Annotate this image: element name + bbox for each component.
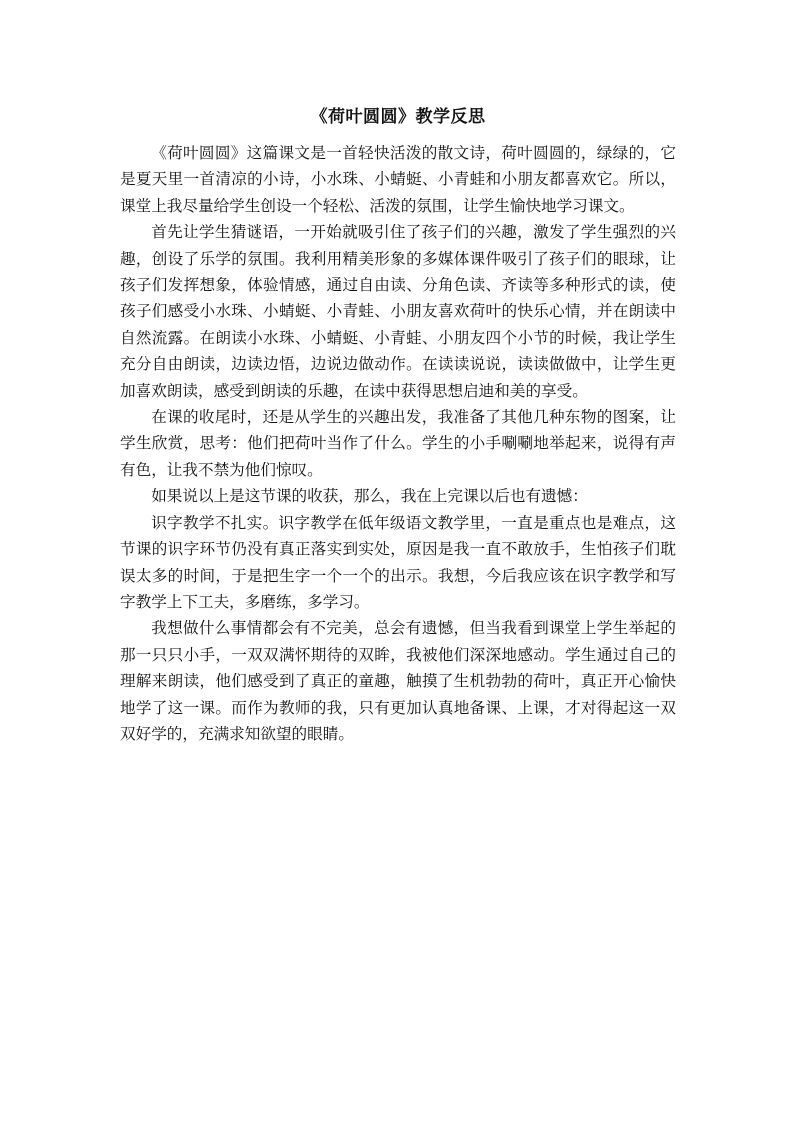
paragraph-reading-activities: 首先让学生猜谜语，一开始就吸引住了孩子们的兴趣，激发了学生强烈的兴趣，创设了乐学的氛围。我利用精美形象的多媒体课件吸引了孩子们的眼球，让孩子们发挥想象，体验情感，通过自由读、分角色读、齐读等多种形式的读，使孩子们感受小水珠、小蜻蜓、小青蛙、小朋友喜欢荷叶的快乐心情，并在朗读中自然流露。在朗读小水珠、小蜻蜓、小青蛙、小朋友四个小节的时候，我让学生充分自由朗读，边读边悟，边说边做动作。在读读说说，读读做做中，让学生更加喜欢朗读，感受到朗读的乐趣，在读中获得思想启迪和美的享受。 (120, 223, 676, 400)
paragraph-lesson-ending: 在课的收尾时，还是从学生的兴趣出发，我准备了其他几种东物的图案，让学生欣赏，思考：他们把荷叶当作了什么。学生的小手唰唰地举起来，说得有声有色，让我不禁为他们惊叹。 (120, 408, 676, 479)
paragraph-regret-intro: 如果说以上是这节课的收获，那么，我在上完课以后也有遗憾： (151, 487, 588, 506)
paragraph-conclusion: 我想做什么事情都会有不完美，总会有遗憾，但当我看到课堂上学生举起的那一只只小手，一双双满怀期待的双眸，我被他们深深地感动。学生通过自己的理解来朗读，他们感受到了真正的童趣，触摸了生机勃勃的荷叶，真正开心愉快地学了这一课。而作为教师的我，只有更加认真地备课、上课，才对得起这一双双好学的，充满求知欲望的眼睛。 (120, 619, 676, 743)
document-title: 《荷叶圆圆》教学反思 (310, 107, 486, 127)
document-body (120, 104, 676, 747)
paragraph-intro: 《荷叶圆圆》这篇课文是一首轻快活泼的散文诗，荷叶圆圆的，绿绿的，它是夏天里一首清凉的小诗，小水珠、小蜻蜓、小青蛙和小朋友都喜欢它。所以，课堂上我尽量给学生创设一个轻松、活泼的氛围，让学生愉快地学习课文。 (120, 144, 676, 215)
paragraph-literacy-teaching: 识字教学不扎实。识字教学在低年级语文教学里，一直是重点也是难点，这节课的识字环节仍没有真正落实到实处，原因是我一直不敢放手，生怕孩子们耽误太多的时间，于是把生字一个一个的出示。我想，今后我应该在识字教学和写字教学上下工夫，多磨练，多学习。 (120, 513, 676, 611)
